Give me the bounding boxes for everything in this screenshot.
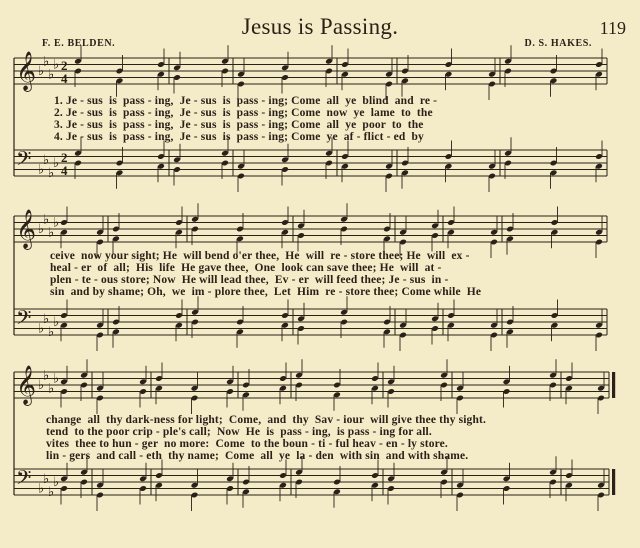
lyric-line: 3. Je - sus is pass - ing, Je - sus is pass - ing; Come all ye poor to the [54, 119, 424, 131]
svg-text:♭: ♭ [38, 162, 45, 178]
lyric-line: 1. Je - sus is pass - ing, Je - sus is pass - ing; Come all ye blind and re - [54, 95, 438, 107]
svg-text:♭: ♭ [43, 471, 50, 487]
lyric-line: change all thy dark-ness for light; Come, and thy Sav - iour will give thee thy sight. [46, 414, 486, 426]
composer-credit: D. S. HAKES. [524, 38, 592, 49]
svg-text:♭: ♭ [53, 57, 60, 73]
svg-text:♭: ♭ [38, 321, 45, 337]
svg-text:2: 2 [61, 58, 68, 73]
lyric-line: heal - er of all; His life He gave thee, One look can save thee; He will at - [50, 262, 442, 274]
svg-text:♭: ♭ [53, 215, 60, 231]
svg-text:♭: ♭ [38, 222, 45, 237]
svg-text:♭: ♭ [53, 371, 60, 387]
lyric-line: plen - te - ous store; Now He will lead thee, Ev - er will feed thee; Je - sus in - [50, 274, 449, 286]
svg-text:♭: ♭ [53, 315, 60, 330]
svg-text:𝄞: 𝄞 [16, 365, 37, 405]
lyric-line: lin - gers and call - eth thy name; Come all ye la - den with sin and with shame. [46, 450, 469, 462]
svg-text:♭: ♭ [48, 225, 55, 241]
svg-text:♭: ♭ [43, 54, 50, 70]
svg-text:4: 4 [61, 163, 68, 178]
lyric-line: sin and by shame; Oh, we im - plore thee, Let Him re - store thee; Come while He [50, 286, 482, 298]
lyric-line: 4. Je - sus is pass - ing, Je - sus is pass - ing; Come ye af - flict - ed by [54, 131, 424, 143]
svg-text:♭: ♭ [53, 475, 60, 490]
svg-text:4: 4 [61, 71, 68, 86]
svg-text:♭: ♭ [43, 212, 50, 228]
svg-text:♭: ♭ [53, 156, 60, 171]
svg-text:♭: ♭ [48, 165, 55, 181]
svg-text:𝄢: 𝄢 [16, 306, 32, 334]
svg-text:♭: ♭ [43, 152, 50, 168]
page-number: 119 [599, 18, 626, 38]
lyric-line: 2. Je - sus is pass - ing, Je - sus is pass - ing; Come now ye lame to the [54, 107, 433, 119]
svg-text:♭: ♭ [48, 381, 55, 397]
hymn-title: Jesus is Passing. [241, 14, 399, 39]
svg-text:♭: ♭ [38, 481, 45, 497]
svg-text:𝄢: 𝄢 [16, 466, 32, 494]
svg-text:♭: ♭ [38, 64, 45, 79]
svg-text:♭: ♭ [38, 378, 45, 393]
lyric-line: vites thee to hun - ger no more: Come to the boun - ti - ful heav - en - ly store. [46, 438, 448, 450]
lyric-line: tend to the poor crip - ple's call; Now He is pass - ing, is pass - ing for all. [46, 426, 432, 438]
svg-text:𝄞: 𝄞 [16, 51, 37, 91]
svg-text:𝄢: 𝄢 [16, 147, 32, 175]
svg-text:♭: ♭ [43, 311, 50, 327]
svg-text:♭: ♭ [48, 484, 55, 500]
lyric-line: ceive now your sight; He will bend o'er thee, He will re - store thee; He will ex - [50, 250, 470, 262]
lyricist-credit: F. E. BELDEN. [42, 38, 116, 49]
svg-text:2: 2 [61, 150, 68, 165]
svg-text:♭: ♭ [48, 67, 55, 83]
svg-text:♭: ♭ [43, 368, 50, 384]
svg-text:♭: ♭ [48, 324, 55, 340]
svg-text:𝄞: 𝄞 [16, 209, 37, 249]
